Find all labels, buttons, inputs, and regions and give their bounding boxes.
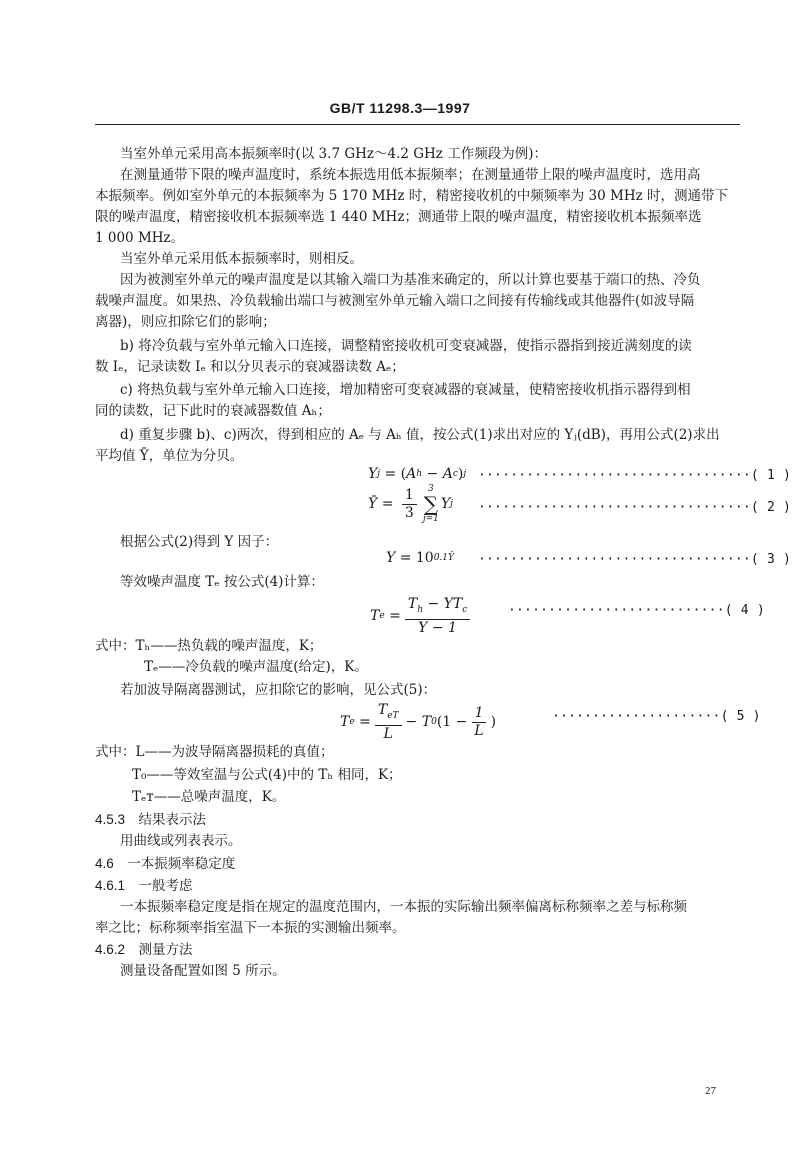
paragraph: 在测量通带下限的噪声温度时，系统本振选用低本振频率；在测量通带上限的噪声温度时，选用高 [120,167,701,183]
paragraph: 载噪声温度。如果热、冷负载输出端口与被测室外单元输入端口之间接有传输线或其他器件(如波导隔 [95,293,695,309]
paragraph: 因为被测室外单元的噪声温度是以其输入端口为基准来确定的，所以计算也要基于端口的热、冷负 [120,272,701,288]
equation-5-leader: ·····················( 5 ) [552,709,761,724]
section-heading-4-6: 4.6 一本振频率稳定度 [95,856,236,871]
equation-3: Y = 10 0.1Ȳ [386,550,454,566]
list-item-c: c) 将热负载与室外单元输入口连接，增加精密可变衰减器的衰减量，使精密接收机指示器得到相 [120,382,691,398]
where-clause: Tₑ——冷负载的噪声温度(给定)，K。 [144,659,368,675]
paragraph: 限的噪声温度，精密接收机本振频率选 1 440 MHz；测通带上限的噪声温度，精密接收机本振频率选 [95,209,702,225]
section-heading-4-6-1: 4.6.1 一般考虑 [95,878,193,893]
equation-5-number: ( 5 ) [720,709,761,724]
where-clause: T₀——等效室温与公式(4)中的 Tₕ 相同，K； [132,767,402,783]
paragraph: 若加波导隔离器测试，应扣除它的影响，见公式(5)： [120,682,437,698]
paragraph: 当室外单元采用高本振频率时(以 3.7 GHz～4.2 GHz 工作频段为例)： [120,146,547,162]
equation-1-number: ( 1 ) [750,468,792,483]
paragraph: 用曲线或列表表示。 [120,833,242,849]
list-item-b: b) 将冷负载与室外单元输入口连接，调整精密接收机可变衰减器，使指示器指到接近满刻度的读 [120,338,692,354]
where-clause: 式中：Tₕ——热负载的噪声温度，K； [95,638,323,654]
paragraph: 1 000 MHz。 [95,230,185,246]
list-item-d: d) 重复步骤 b)、c)两次，得到相应的 Aₑ 与 Aₕ 值，按公式(1)求出对应的 Yⱼ(dB)，再用公式(2)求出 [120,427,720,443]
page-number: 27 [705,1085,716,1097]
where-clause: Tₑᴛ——总噪声温度，K。 [132,789,286,805]
equation-3-number: ( 3 ) [750,552,792,567]
equation-2-number: ( 2 ) [750,500,792,515]
equation-2-leader: ··································( 2 ) [478,500,792,515]
paragraph: 一本振频率稳定度是指在规定的温度范围内，一本振的实际输出频率偏离标称频率之差与标称频 [120,899,687,915]
paragraph: 测量设备配置如图 5 所示。 [120,963,286,979]
paragraph: 离器)，则应扣除它们的影响； [95,314,276,330]
header-rule [95,124,740,125]
section-heading-4-6-2: 4.6.2 测量方法 [95,942,193,957]
equation-4-number: ( 4 ) [724,603,765,618]
equation-2: Ȳ = $\frac{1}{3}$ 3 ∑ j=1 Y j [368,484,453,524]
where-clause: 式中：L——为波导隔离器损耗的真值； [95,744,334,760]
paragraph: 率之比；标称频率指室温下一本振的实测输出频率。 [95,920,406,936]
list-item-d-cont: 平均值 Ȳ，单位为分贝。 [95,448,244,464]
equation-1-leader: ··································( 1 ) [478,468,792,483]
equation-4: T e = $\frac{T_h - YT_c}{Y - 1}$ [370,596,474,637]
paragraph: 本振频率。例如室外单元的本振频率为 5 170 MHz 时，精密接收机的中频频率为 30 MHz 时，测通带下 [95,188,728,204]
equation-4-leader: ···························( 4 ) [508,603,765,618]
equation-5: T e = $\frac{T_{eT}}{L}$ − T 0 (1 − $\frac{1}{L}$ ) [340,702,497,742]
equation-1: Y j = ( A h − A c ) j [368,466,467,482]
equation-3-leader: ··································( 3 ) [478,552,792,567]
paragraph: 当室外单元采用低本振频率时，则相反。 [120,251,363,267]
list-item-b-cont: 数 Iₑ，记录读数 Iₑ 和以分贝表示的衰减器读数 Aₑ； [95,359,405,375]
standard-header: GB/T 11298.3—1997 [329,100,471,116]
paragraph: 等效噪声温度 Tₑ 按公式(4)计算： [120,574,324,590]
section-heading-4-5-3: 4.5.3 结果表示法 [95,812,207,827]
list-item-c-cont: 同的读数，记下此时的衰减器数值 Aₕ； [95,403,331,419]
paragraph: 根据公式(2)得到 Y 因子： [120,534,279,550]
